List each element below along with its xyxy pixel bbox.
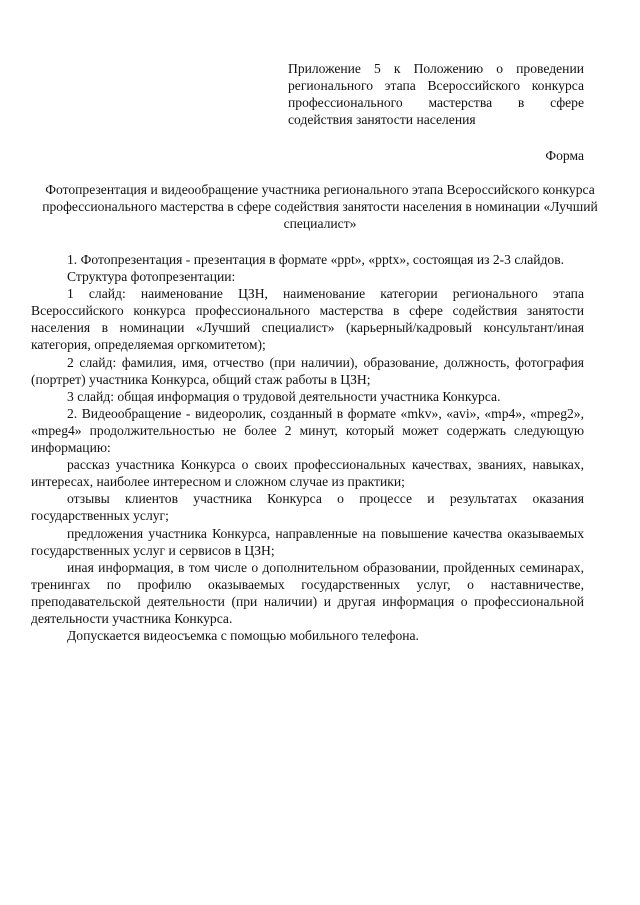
paragraph-mobile-video: Допускается видеосъемка с помощью мобильного телефона. xyxy=(67,628,419,644)
paragraph-photo-presentation: 1. Фотопрезентация - презентация в формате «ppt», «pptx», состоящая из 2-3 слайдов. xyxy=(67,252,565,267)
paragraph-reviews: отзывы клиентов участника Конкурса о процессе и результатах оказания государственных услуг; xyxy=(31,491,584,524)
paragraph-slide-3: 3 слайд: общая информация о трудовой деятельности участника Конкурса. xyxy=(67,388,501,404)
paragraph-structure: Структура фотопрезентации: xyxy=(67,269,236,285)
paragraph-video-address: 2. Видеообращение - видеоролик, созданный в формате «mkv», «avi», «mp4», «mpeg2», «mpeg4» продолжительностью не более 2 минут, который может содержать следующую информацию: xyxy=(31,405,584,456)
paragraph-proposals: предложения участника Конкурса, направленные на повышение качества оказываемых государственных услуг и сервисов в ЦЗН; xyxy=(31,525,584,558)
document-title: Фотопрезентация и видеообращение участника регионального этапа Всероссийского конкурса профессионального мастерства в сфере содействия занятости населения в номинации «Лучший специалист» xyxy=(42,182,598,232)
appendix-note: Приложение 5 к Положению о проведении регионального этапа Всероссийского конкурса профессионального мастерства в сфере содействия занятости населения xyxy=(288,61,584,128)
form-label: Форма xyxy=(545,148,584,163)
paragraph-other-info: иная информация, в том числе о дополнительном образовании, пройденных семинарах, тренингах по профилю оказываемых государственных услуг, о наставничестве, преподавательской деятельности (при наличии) и другая информация о профессиональной деятельности участника Конкурса. xyxy=(31,559,584,626)
paragraph-slide-1: 1 слайд: наименование ЦЗН, наименование категории регионального этапа Всероссийского конкурса профессионального мастерства в сфере содействия занятости населения в номинации «Лучший специалист» (карьерный/кадровый консультант/иная категория, определяемая оргкомитетом); xyxy=(31,286,584,353)
document-body xyxy=(31,251,584,644)
paragraph-story: рассказ участника Конкурса о своих профессиональных качествах, званиях, навыках, интересах, наиболее интересном и сложном случае из практики; xyxy=(31,457,584,490)
paragraph-slide-2: 2 слайд: фамилия, имя, отчество (при наличии), образование, должность, фотография (портрет) участника Конкурса, общий стаж работы в ЦЗН; xyxy=(31,354,584,387)
